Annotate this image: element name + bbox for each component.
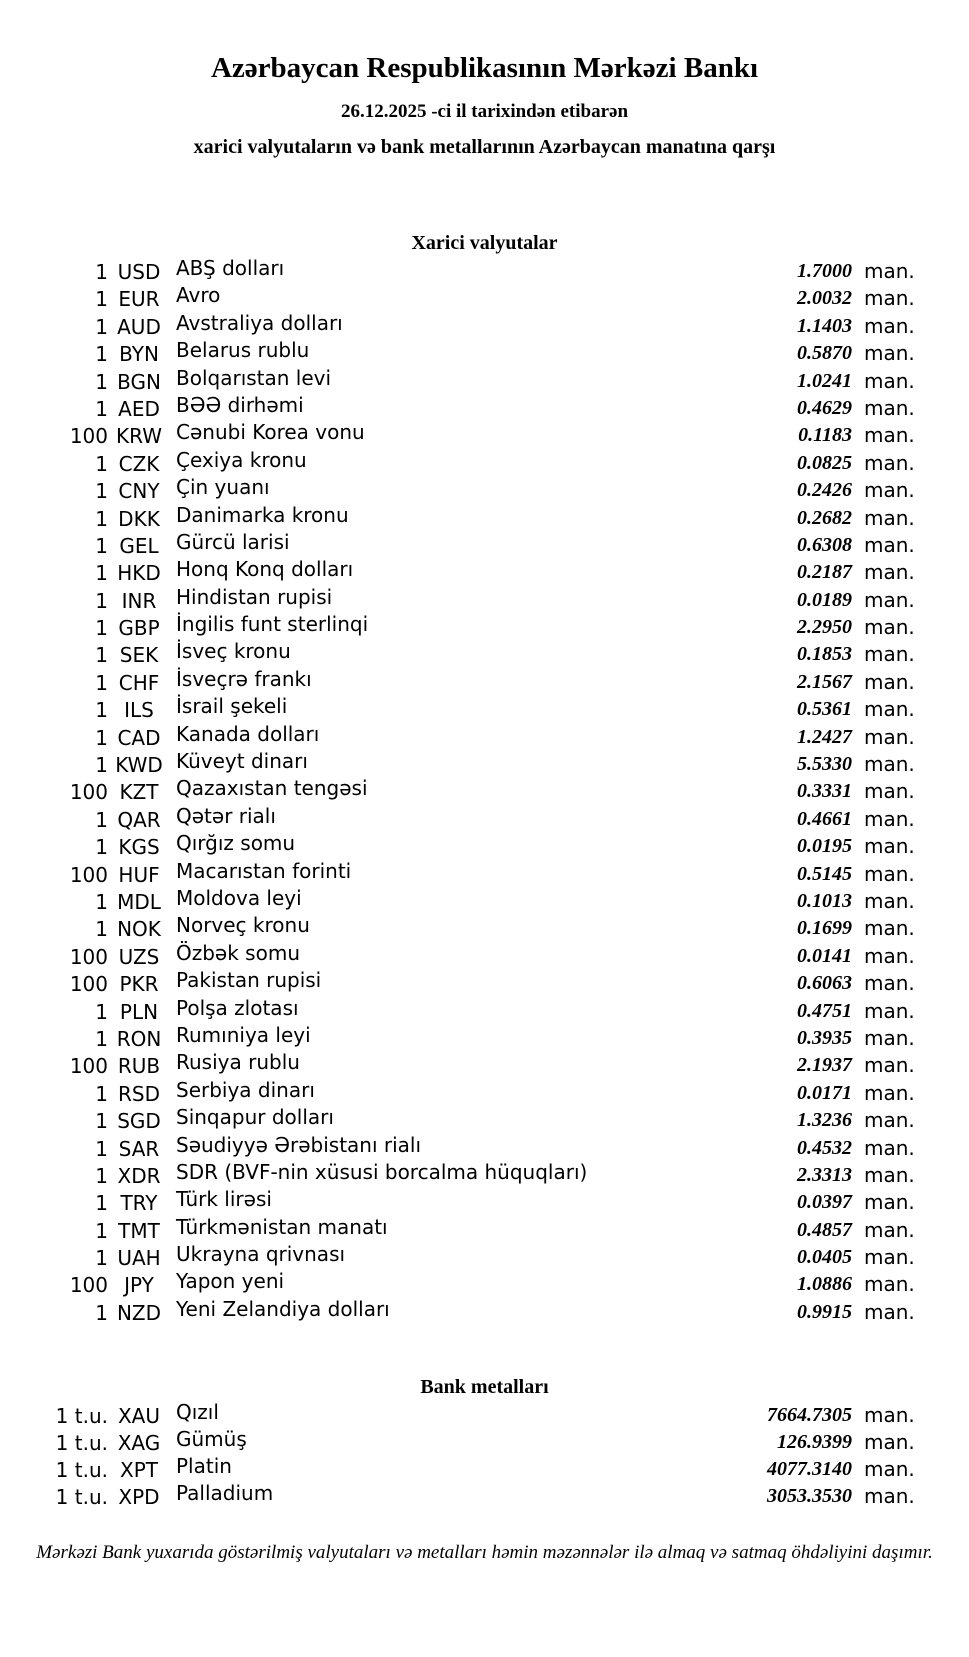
currency-code: CAD <box>117 725 161 750</box>
currency-quantity: 100 <box>69 1054 108 1079</box>
unit-label: man. <box>864 450 915 475</box>
currency-row <box>0 283 969 310</box>
currency-code: CNY <box>118 479 160 504</box>
currency-quantity: 1 <box>95 1163 108 1188</box>
currency-rate: 0.0195 <box>797 835 852 858</box>
currency-name: Bolqarıstan levi <box>176 365 332 390</box>
currency-code: MDL <box>117 889 161 914</box>
currency-quantity: 1 <box>95 616 108 641</box>
currency-quantity: 1 <box>95 753 108 778</box>
currency-row <box>0 913 969 940</box>
currency-quantity: 1 <box>95 479 108 504</box>
currency-row <box>0 996 969 1023</box>
currency-rate: 2.3313 <box>797 1163 852 1186</box>
currency-name: Türkmənistan manatı <box>176 1214 388 1239</box>
unit-label: man. <box>864 916 915 941</box>
metal-code: XPT <box>120 1457 158 1482</box>
currency-rate: 5.5330 <box>797 753 852 776</box>
currency-code: UZS <box>118 944 160 969</box>
currency-rate: 0.0189 <box>797 588 852 611</box>
currency-name: İsveçrə frankı <box>176 666 312 691</box>
currency-row <box>0 420 969 447</box>
currency-row <box>0 968 969 995</box>
currency-quantity: 100 <box>69 972 108 997</box>
currency-row <box>0 804 969 831</box>
currency-code: SAR <box>118 1136 160 1161</box>
currency-name: Ukrayna qrivnası <box>176 1242 346 1267</box>
currency-quantity: 100 <box>69 780 108 805</box>
currency-row <box>0 448 969 475</box>
currency-row <box>0 393 969 420</box>
currency-rate: 0.3331 <box>797 780 852 803</box>
unit-label: man. <box>864 1162 915 1187</box>
unit-label: man. <box>864 615 915 640</box>
currency-row <box>0 1160 969 1187</box>
currency-name: İngilis funt sterlinqi <box>176 612 369 637</box>
metals-table <box>0 1400 969 1507</box>
currency-name: Avro <box>176 283 221 308</box>
currency-code: SEK <box>119 643 159 668</box>
currency-quantity: 1 <box>95 1136 108 1161</box>
disclaimer-text: Mərkəzi Bank yuxarıda göstərilmiş valyutaları və metalları həmin məzənnələr ilə almaq və satmaq öhdəliyini daşımır. <box>36 1542 933 1564</box>
unit-label: man. <box>864 1483 915 1508</box>
currency-name: Rusiya rublu <box>176 1050 300 1075</box>
currency-rate: 1.2427 <box>797 725 852 748</box>
currency-rate: 0.1183 <box>798 424 852 447</box>
currency-row <box>0 859 969 886</box>
currency-quantity: 100 <box>69 944 108 969</box>
metal-code: XAG <box>117 1431 161 1456</box>
currency-code: TRY <box>120 1191 158 1216</box>
currency-code: TMT <box>118 1218 160 1243</box>
metal-quantity: 1 t.u. <box>55 1457 108 1482</box>
currency-rate: 0.0171 <box>797 1081 852 1104</box>
currency-quantity: 1 <box>95 314 108 339</box>
currency-name: Moldova leyi <box>176 885 302 910</box>
currency-name: Qırğız somu <box>176 831 296 856</box>
unit-label: man. <box>864 724 915 749</box>
currency-row <box>0 1023 969 1050</box>
currency-row <box>0 1105 969 1132</box>
currency-code: RUB <box>117 1054 161 1079</box>
unit-label: man. <box>864 1272 915 1297</box>
currency-row <box>0 1050 969 1077</box>
currency-code: ILS <box>124 698 154 723</box>
metals-section-heading: Bank metalları <box>420 1376 549 1399</box>
currency-code: XDR <box>117 1163 161 1188</box>
currency-name: Yeni Zelandiya dolları <box>176 1296 390 1321</box>
metal-name: Qızıl <box>176 1400 219 1425</box>
unit-label: man. <box>864 313 915 338</box>
currency-row <box>0 557 969 584</box>
metal-row <box>0 1427 969 1454</box>
currency-name: Polşa zlotası <box>176 995 299 1020</box>
currency-quantity: 1 <box>95 396 108 421</box>
currency-rate: 0.6063 <box>797 972 852 995</box>
currency-rate: 2.0032 <box>797 287 852 310</box>
metal-rate: 3053.3530 <box>767 1484 852 1507</box>
currency-quantity: 1 <box>95 287 108 312</box>
currency-quantity: 1 <box>95 1246 108 1271</box>
currency-name: Norveç kronu <box>176 913 310 938</box>
currency-rate: 1.1403 <box>797 314 852 337</box>
currency-row <box>0 776 969 803</box>
currency-row <box>0 1297 969 1324</box>
currency-row <box>0 1133 969 1160</box>
currency-quantity: 1 <box>95 698 108 723</box>
currency-name: BƏƏ dirhəmi <box>176 392 304 417</box>
currency-row <box>0 530 969 557</box>
currency-code: CHF <box>118 670 160 695</box>
currency-rate: 0.4751 <box>797 999 852 1022</box>
currency-row <box>0 612 969 639</box>
currency-code: QAR <box>117 807 161 832</box>
unit-label: man. <box>864 642 915 667</box>
currency-code: JPY <box>124 1273 154 1298</box>
currency-rate: 0.1013 <box>797 889 852 912</box>
metal-name: Palladium <box>176 1480 274 1505</box>
unit-label: man. <box>864 834 915 859</box>
currency-row <box>0 722 969 749</box>
metal-row <box>0 1481 969 1508</box>
currency-code: NZD <box>116 1300 162 1325</box>
metal-quantity: 1 t.u. <box>55 1431 108 1456</box>
currency-name: Avstraliya dolları <box>176 310 343 335</box>
metal-rate: 7664.7305 <box>767 1404 852 1427</box>
metal-name: Platin <box>176 1453 232 1478</box>
currency-row <box>0 366 969 393</box>
unit-label: man. <box>864 888 915 913</box>
currency-code: NOK <box>117 917 161 942</box>
currency-row <box>0 749 969 776</box>
currency-rate: 0.1699 <box>797 917 852 940</box>
currency-rate: 0.4661 <box>797 807 852 830</box>
currency-quantity: 1 <box>95 670 108 695</box>
currency-rate: 0.5361 <box>797 698 852 721</box>
currency-quantity: 1 <box>95 1081 108 1106</box>
unit-label: man. <box>864 1053 915 1078</box>
unit-label: man. <box>864 368 915 393</box>
currency-quantity: 1 <box>95 1109 108 1134</box>
currency-name: Çexiya kronu <box>176 447 307 472</box>
currency-code: DKK <box>118 506 160 531</box>
currency-name: İsrail şekeli <box>176 694 288 719</box>
unit-label: man. <box>864 1190 915 1215</box>
currency-quantity: 1 <box>95 1218 108 1243</box>
page-title: Azərbaycan Respublikasının Mərkəzi Bankı <box>210 52 759 84</box>
unit-label: man. <box>864 1025 915 1050</box>
currency-rate: 0.2426 <box>797 479 852 502</box>
currency-name: Pakistan rupisi <box>176 968 322 993</box>
unit-label: man. <box>864 943 915 968</box>
currency-name: ABŞ dolları <box>176 256 285 280</box>
currency-row <box>0 1187 969 1214</box>
currency-quantity: 100 <box>69 424 108 449</box>
unit-label: man. <box>864 1403 915 1428</box>
currency-row <box>0 1269 969 1296</box>
currency-rate: 1.0886 <box>797 1273 852 1296</box>
currency-code: UAH <box>117 1246 161 1271</box>
currency-row <box>0 503 969 530</box>
currency-name: Belarus rublu <box>176 338 310 363</box>
currencies-section-heading: Xarici valyutalar <box>411 232 558 254</box>
currency-code: USD <box>117 260 161 284</box>
currency-rate: 2.2950 <box>797 616 852 639</box>
currency-rate: 0.4629 <box>797 396 852 419</box>
currency-row <box>0 1215 969 1242</box>
unit-label: man. <box>864 478 915 503</box>
unit-label: man. <box>864 697 915 722</box>
currency-row <box>0 256 969 283</box>
currency-name: Çin yuanı <box>176 475 270 500</box>
unit-label: man. <box>864 998 915 1023</box>
currency-name: Gürcü larisi <box>176 529 290 554</box>
currency-quantity: 1 <box>95 561 108 586</box>
unit-label: man. <box>864 779 915 804</box>
currency-row <box>0 831 969 858</box>
unit-label: man. <box>864 861 915 886</box>
currency-quantity: 1 <box>95 506 108 531</box>
currency-row <box>0 886 969 913</box>
currency-rate: 0.4857 <box>797 1218 852 1241</box>
currency-rate: 2.1937 <box>797 1054 852 1077</box>
currency-quantity: 1 <box>95 807 108 832</box>
currency-rate: 0.5870 <box>797 342 852 365</box>
currency-code: KWD <box>115 753 163 778</box>
currency-code: AUD <box>117 314 161 339</box>
currency-row <box>0 941 969 968</box>
unit-label: man. <box>864 1080 915 1105</box>
currency-quantity: 1 <box>95 533 108 558</box>
currency-row <box>0 694 969 721</box>
currency-quantity: 1 <box>95 369 108 394</box>
currency-quantity: 1 <box>95 1191 108 1216</box>
currency-name: Danimarka kronu <box>176 502 349 527</box>
currency-quantity: 1 <box>95 451 108 476</box>
unit-label: man. <box>864 806 915 831</box>
currency-name: Rumıniya leyi <box>176 1022 311 1047</box>
metal-rate: 4077.3140 <box>767 1457 852 1480</box>
unit-label: man. <box>864 341 915 366</box>
currency-code: HUF <box>118 862 160 887</box>
currency-row <box>0 311 969 338</box>
rates-bulletin <box>0 50 969 1565</box>
currency-name: Macarıstan forinti <box>176 858 352 883</box>
metal-rate: 126.9399 <box>777 1431 852 1454</box>
metal-code: XPD <box>118 1484 160 1509</box>
currency-quantity: 1 <box>95 917 108 942</box>
currency-name: SDR (BVF-nin xüsusi borcalma hüquqları) <box>176 1159 588 1184</box>
currency-quantity: 100 <box>69 862 108 887</box>
currency-rate: 1.3236 <box>797 1109 852 1132</box>
currency-name: Serbiya dinarı <box>176 1077 315 1102</box>
currency-name: Qazaxıstan tengəsi <box>176 776 368 801</box>
metal-quantity: 1 t.u. <box>55 1404 108 1429</box>
currency-quantity: 1 <box>95 1026 108 1051</box>
unit-label: man. <box>864 1430 915 1455</box>
currency-name: İsveç kronu <box>176 639 291 664</box>
unit-label: man. <box>864 971 915 996</box>
unit-label: man. <box>864 423 915 448</box>
page-subtitle: xarici valyutaların və bank metallarının Azərbaycan manatına qarşı <box>193 136 776 158</box>
unit-label: man. <box>864 1217 915 1242</box>
currency-quantity: 1 <box>95 260 108 284</box>
unit-label: man. <box>864 560 915 585</box>
metal-code: XAU <box>117 1404 161 1429</box>
currency-row <box>0 585 969 612</box>
currency-rate: 0.0405 <box>797 1246 852 1269</box>
currency-code: KZT <box>119 780 159 805</box>
currency-row <box>0 475 969 502</box>
unit-label: man. <box>864 1245 915 1270</box>
currency-name: Küveyt dinarı <box>176 749 308 774</box>
currency-rate: 2.1567 <box>797 670 852 693</box>
currency-code: AED <box>118 396 160 421</box>
unit-label: man. <box>864 505 915 530</box>
unit-label: man. <box>864 587 915 612</box>
currency-quantity: 1 <box>95 1300 108 1325</box>
currency-quantity: 1 <box>95 999 108 1024</box>
currency-code: RSD <box>118 1081 160 1106</box>
currency-name: Sinqapur dolları <box>176 1105 334 1130</box>
currency-rate: 0.3935 <box>797 1026 852 1049</box>
unit-label: man. <box>864 1135 915 1160</box>
currency-code: PLN <box>119 999 159 1024</box>
currency-quantity: 1 <box>95 835 108 860</box>
currency-name: Yapon yeni <box>176 1269 285 1294</box>
currency-code: RON <box>116 1026 162 1051</box>
currency-code: SGD <box>117 1109 161 1134</box>
currency-rate: 0.0397 <box>797 1191 852 1214</box>
unit-label: man. <box>864 532 915 557</box>
currency-rate: 0.5145 <box>797 862 852 885</box>
currency-quantity: 1 <box>95 588 108 613</box>
unit-label: man. <box>864 669 915 694</box>
currency-rate: 0.1853 <box>797 643 852 666</box>
metal-row <box>0 1454 969 1481</box>
metal-name: Gümüş <box>176 1427 247 1452</box>
unit-label: man. <box>864 752 915 777</box>
currency-code: BYN <box>119 342 159 367</box>
currency-code: HKD <box>117 561 161 586</box>
currency-code: EUR <box>118 287 160 312</box>
currency-rate: 0.0141 <box>797 944 852 967</box>
currency-rate: 1.7000 <box>797 260 852 282</box>
currency-code: GEL <box>119 533 159 558</box>
currency-rate: 0.0825 <box>797 451 852 474</box>
currency-name: Cənubi Korea vonu <box>176 420 365 445</box>
effective-date: 26.12.2025 -ci il tarixindən etibarən <box>340 101 629 122</box>
currency-row <box>0 1242 969 1269</box>
currency-quantity: 1 <box>95 643 108 668</box>
currency-row <box>0 1078 969 1105</box>
currency-code: KRW <box>116 424 162 449</box>
currency-name: Türk lirəsi <box>176 1187 272 1212</box>
currency-row <box>0 667 969 694</box>
currency-row <box>0 639 969 666</box>
currency-quantity: 1 <box>95 725 108 750</box>
currency-quantity: 100 <box>69 1273 108 1298</box>
unit-label: man. <box>864 1108 915 1133</box>
currency-name: Özbək somu <box>176 940 300 965</box>
currency-rate: 0.6308 <box>797 533 852 556</box>
currency-code: GBP <box>118 616 160 641</box>
unit-label: man. <box>864 259 915 283</box>
currency-name: Kanada dolları <box>176 721 320 746</box>
currency-row <box>0 338 969 365</box>
unit-label: man. <box>864 1299 915 1324</box>
metal-row <box>0 1400 969 1427</box>
currency-quantity: 1 <box>95 889 108 914</box>
currency-rate: 1.0241 <box>797 369 852 392</box>
unit-label: man. <box>864 1456 915 1481</box>
unit-label: man. <box>864 286 915 311</box>
currencies-table <box>0 256 969 1324</box>
currency-rate: 0.9915 <box>797 1300 852 1323</box>
currency-code: INR <box>121 588 157 613</box>
currency-name: Səudiyyə Ərəbistanı rialı <box>176 1132 422 1157</box>
currency-name: Hindistan rupisi <box>176 584 333 609</box>
currency-name: Honq Konq dolları <box>176 557 354 582</box>
currency-code: CZK <box>118 451 160 476</box>
currency-name: Qətər rialı <box>176 803 276 828</box>
unit-label: man. <box>864 395 915 420</box>
currency-quantity: 1 <box>95 342 108 367</box>
currency-rate: 0.2187 <box>797 561 852 584</box>
currency-rate: 0.2682 <box>797 506 852 529</box>
metal-quantity: 1 t.u. <box>55 1484 108 1509</box>
currency-code: KGS <box>118 835 160 860</box>
currency-code: PKR <box>119 972 159 997</box>
currency-code: BGN <box>117 369 161 394</box>
currency-rate: 0.4532 <box>797 1136 852 1159</box>
